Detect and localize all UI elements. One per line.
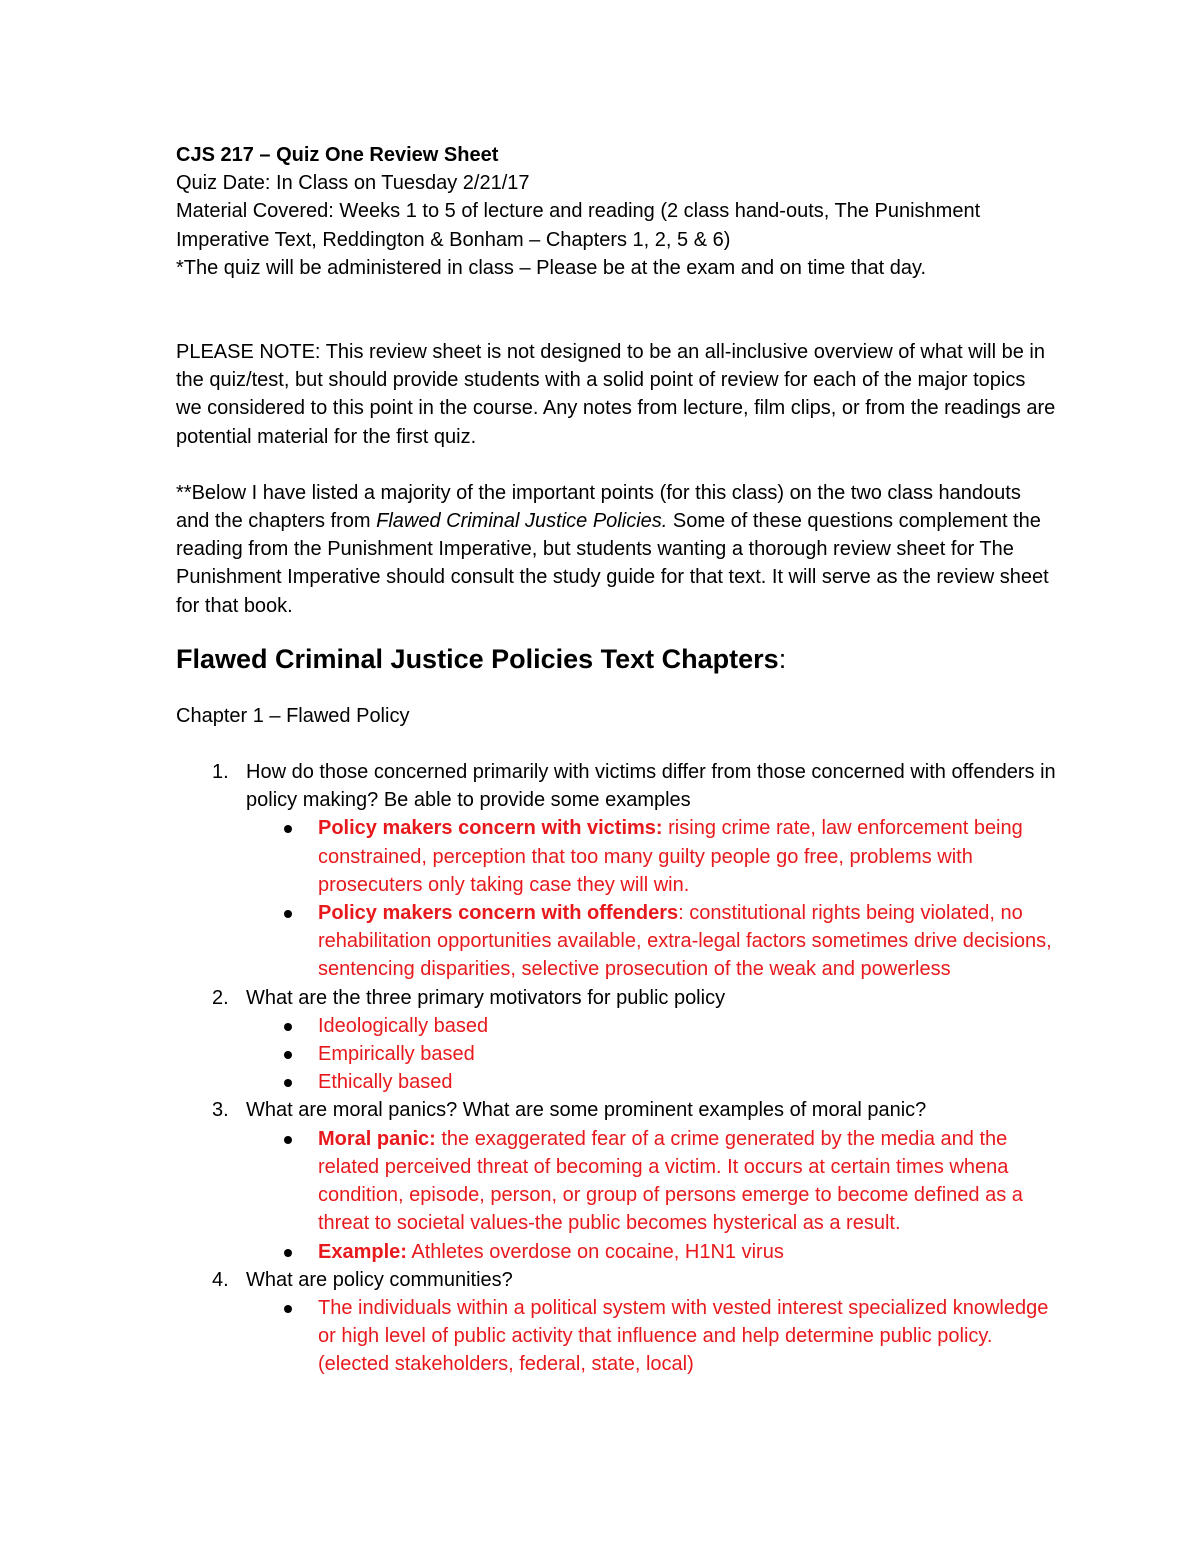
answer-text: The individuals within a political system with vested interest specialized knowledge or high level of public activity that influence and help determine public policy. (elected stakeholders, federal, state, local): [318, 1296, 1049, 1376]
bullet-icon: [284, 1079, 292, 1087]
question-text: How do those concerned primarily with victims differ from those concerned with offenders in policy making? Be able to provide some examples: [246, 761, 1056, 812]
answer-item: [246, 1294, 1056, 1379]
question-number: 1.: [212, 761, 229, 784]
answer-text: rising crime rate, law enforcement being constrained, perception that too many guilty people go free, problems with prosecuters only taking case they will win.: [318, 817, 1023, 896]
question-text: What are policy communities?: [246, 1268, 513, 1291]
questions-list: [176, 758, 1056, 1378]
answer-text: the exaggerated fear of a crime generated by the media and the related perceived threat of becoming a victim. It occurs at certain times whena condition, episode, person, or group of persons emerge to become defined as a threat to societal values-the public becomes hysterical as a result.: [318, 1127, 1023, 1235]
bullet-icon: [284, 1136, 292, 1144]
answer-text: Ideologically based: [318, 1014, 489, 1037]
answer-text: : constitutional rights being violated, no rehabilitation opportunities available, extra-legal factors sometimes drive decisions, sentencing disparities, selective prosecution of the weak and powerless: [318, 902, 1052, 981]
answer-term: Policy makers concern with victims:: [318, 817, 663, 840]
book-title-italic: Flawed Criminal Justice Policies.: [376, 510, 668, 533]
answer-text: Ethically based: [318, 1071, 453, 1094]
question-item: [176, 758, 1056, 984]
material-covered: Material Covered: Weeks 1 to 5 of lecture and reading (2 class hand-outs, The Punishment Imperative Text, Reddington & Bonham – Chapters 1, 2, 5 & 6): [176, 200, 981, 251]
answer-list: [246, 1012, 1056, 1097]
bullet-icon: [284, 910, 292, 918]
below-listed-paragraph: [176, 479, 1056, 620]
question-number: 4.: [212, 1268, 229, 1291]
answer-text: Empirically based: [318, 1043, 475, 1066]
answer-text: Athletes overdose on cocaine, H1N1 virus: [406, 1240, 784, 1263]
answer-term: Policy makers concern with offenders: [318, 902, 679, 925]
document-body: [176, 141, 1056, 1379]
question-number: 2.: [212, 986, 229, 1009]
answer-item: [246, 1068, 1056, 1096]
answer-item: [246, 899, 1056, 984]
answer-term: Moral panic:: [318, 1127, 436, 1150]
question-text: What are the three primary motivators for public policy: [246, 986, 726, 1009]
below-listed-text-1: **Below I have listed a majority of the important points (for this class) on the two class handouts and the chapters from: [176, 481, 1021, 533]
question-item: [176, 1266, 1056, 1379]
bullet-icon: [284, 825, 292, 833]
bullet-icon: [284, 1249, 292, 1257]
question-number: 3.: [212, 1099, 229, 1122]
administered-note: *The quiz will be administered in class – Please be at the exam and on time that day.: [176, 256, 927, 279]
answer-item: [246, 1125, 1056, 1238]
answer-list: [246, 1125, 1056, 1266]
answer-item: [246, 814, 1056, 899]
answer-item: [246, 1238, 1056, 1266]
below-listed-text-2: Some of these questions complement the reading from the Punishment Imperative, but students wanting a thorough review sheet for The Punishment Imperative should consult the study guide for that text. It will serve as the review sheet for that book.: [176, 510, 1049, 617]
section-heading: [176, 642, 1056, 676]
answer-term: Example:: [318, 1240, 407, 1263]
please-note-paragraph: PLEASE NOTE: This review sheet is not designed to be an all-inclusive overview of what will be in the quiz/test, but should provide students with a solid point of review for each of the major topics we considered to this point in the course. Any notes from lecture, film clips, or from the readings are potential material for the first quiz.: [176, 341, 1056, 448]
quiz-date: Quiz Date: In Class on Tuesday 2/21/17: [176, 172, 530, 195]
answer-item: [246, 1040, 1056, 1068]
bullet-icon: [284, 1305, 292, 1313]
chapter-heading: Chapter 1 – Flawed Policy: [176, 704, 410, 727]
answer-item: [246, 1012, 1056, 1040]
document-title: CJS 217 – Quiz One Review Sheet: [176, 144, 499, 166]
question-item: [176, 984, 1056, 1097]
question-item: [176, 1096, 1056, 1265]
answer-list: [246, 1294, 1056, 1379]
answer-list: [246, 814, 1056, 983]
section-heading-colon: :: [778, 643, 787, 674]
section-heading-text: Flawed Criminal Justice Policies Text Chapters: [176, 643, 779, 674]
bullet-icon: [284, 1023, 292, 1031]
question-text: What are moral panics? What are some prominent examples of moral panic?: [246, 1099, 927, 1122]
bullet-icon: [284, 1051, 292, 1059]
